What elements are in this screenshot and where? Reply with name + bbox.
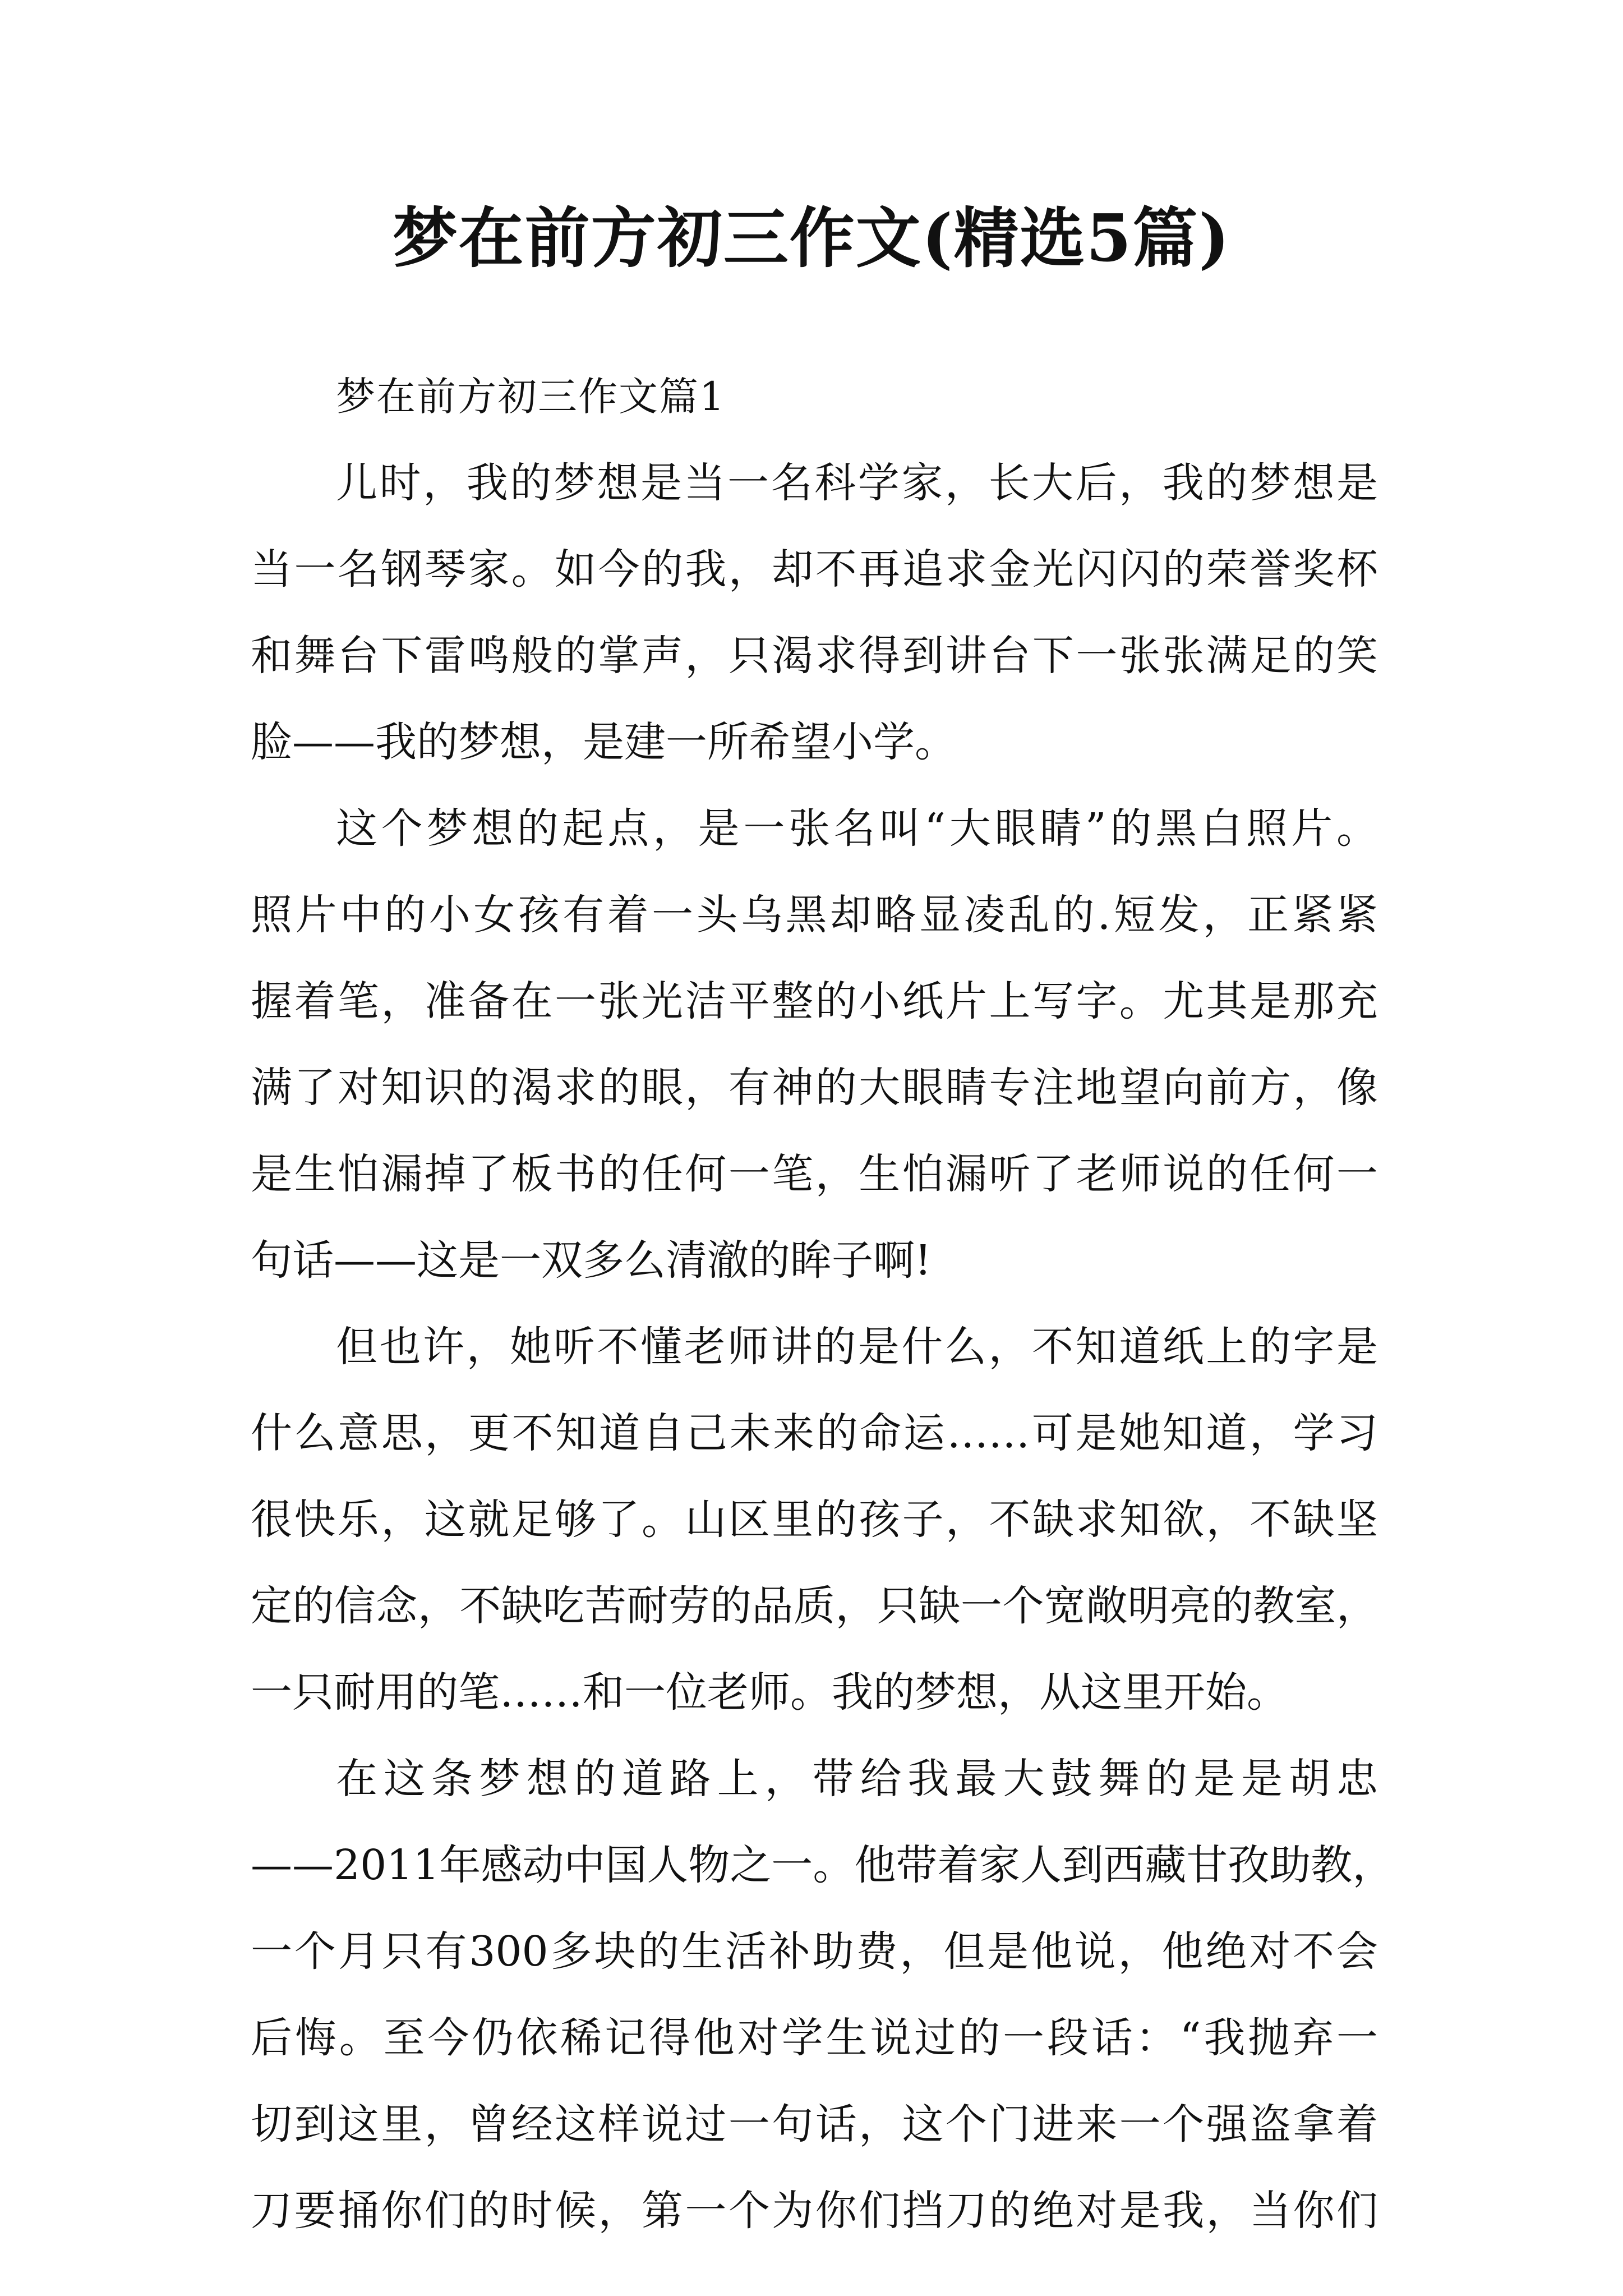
text-line: 切到这里，曾经这样说过一句话，这个门进来一个强盗拿着 <box>251 2100 1378 2148</box>
document-body <box>251 353 1394 2254</box>
text-line: 什么意思，更不知道自己未来的命运……可是她知道，学习 <box>251 1409 1378 1457</box>
text-line: 儿时，我的梦想是当一名科学家，长大后，我的梦想是 <box>336 459 1378 507</box>
text-line: 一只耐用的笔……和一位老师。我的梦想，从这里开始。 <box>251 1668 1288 1717</box>
text-line: 刀要捅你们的时候，第一个为你们挡刀的绝对是我，当你们 <box>251 2187 1378 2235</box>
text-line: 照片中的小女孩有着一头乌黑却略显凌乱的.短发，正紧紧 <box>251 891 1378 939</box>
text-line: 脸——我的梦想，是建一所希望小学。 <box>251 718 956 766</box>
text-line: 当一名钢琴家。如今的我，却不再追求金光闪闪的荣誉奖杯 <box>251 545 1378 593</box>
text-line: 满了对知识的渴求的眼，有神的大眼睛专注地望向前方，像 <box>251 1064 1378 1112</box>
paragraph <box>251 785 1378 1304</box>
text-line: 很快乐，这就足够了。山区里的孩子，不缺求知欲，不缺坚 <box>251 1496 1378 1544</box>
text-line: 句话——这是一双多么清澈的眸子啊! <box>251 1236 932 1285</box>
paragraph <box>251 1736 1394 2254</box>
text-line: 定的信念，不缺吃苦耐劳的品质，只缺一个宽敞明亮的教室， <box>251 1582 1378 1630</box>
paragraph <box>251 440 1378 785</box>
text-line: ——2011年感动中国人物之一。他带着家人到西藏甘孜助教， <box>251 1841 1394 1889</box>
document-title: 梦在前方初三作文(精选5篇) <box>392 200 1231 277</box>
text-line: 是生怕漏掉了板书的任何一笔，生怕漏听了老师说的任何一 <box>251 1150 1378 1198</box>
text-line: 但也许，她听不懂老师讲的是什么，不知道纸上的字是 <box>336 1323 1378 1371</box>
text-line: 握着笔，准备在一张光洁平整的小纸片上写字。尤其是那充 <box>251 977 1378 1025</box>
text-line: 在这条梦想的道路上，带给我最大鼓舞的是是胡忠 <box>336 1755 1378 1803</box>
text-line: 一个月只有300多块的生活补助费，但是他说，他绝对不会 <box>251 1927 1378 1976</box>
section-heading: 梦在前方初三作文篇1 <box>336 374 726 420</box>
paragraph <box>251 1304 1378 1736</box>
text-line: 这个梦想的起点，是一张名叫“大眼睛”的黑白照片。 <box>336 804 1378 853</box>
text-line: 和舞台下雷鸣般的掌声，只渴求得到讲台下一张张满足的笑 <box>251 632 1378 680</box>
text-line: 后悔。至今仍依稀记得他对学生说过的一段话：“我抛弃一 <box>251 2014 1378 2062</box>
